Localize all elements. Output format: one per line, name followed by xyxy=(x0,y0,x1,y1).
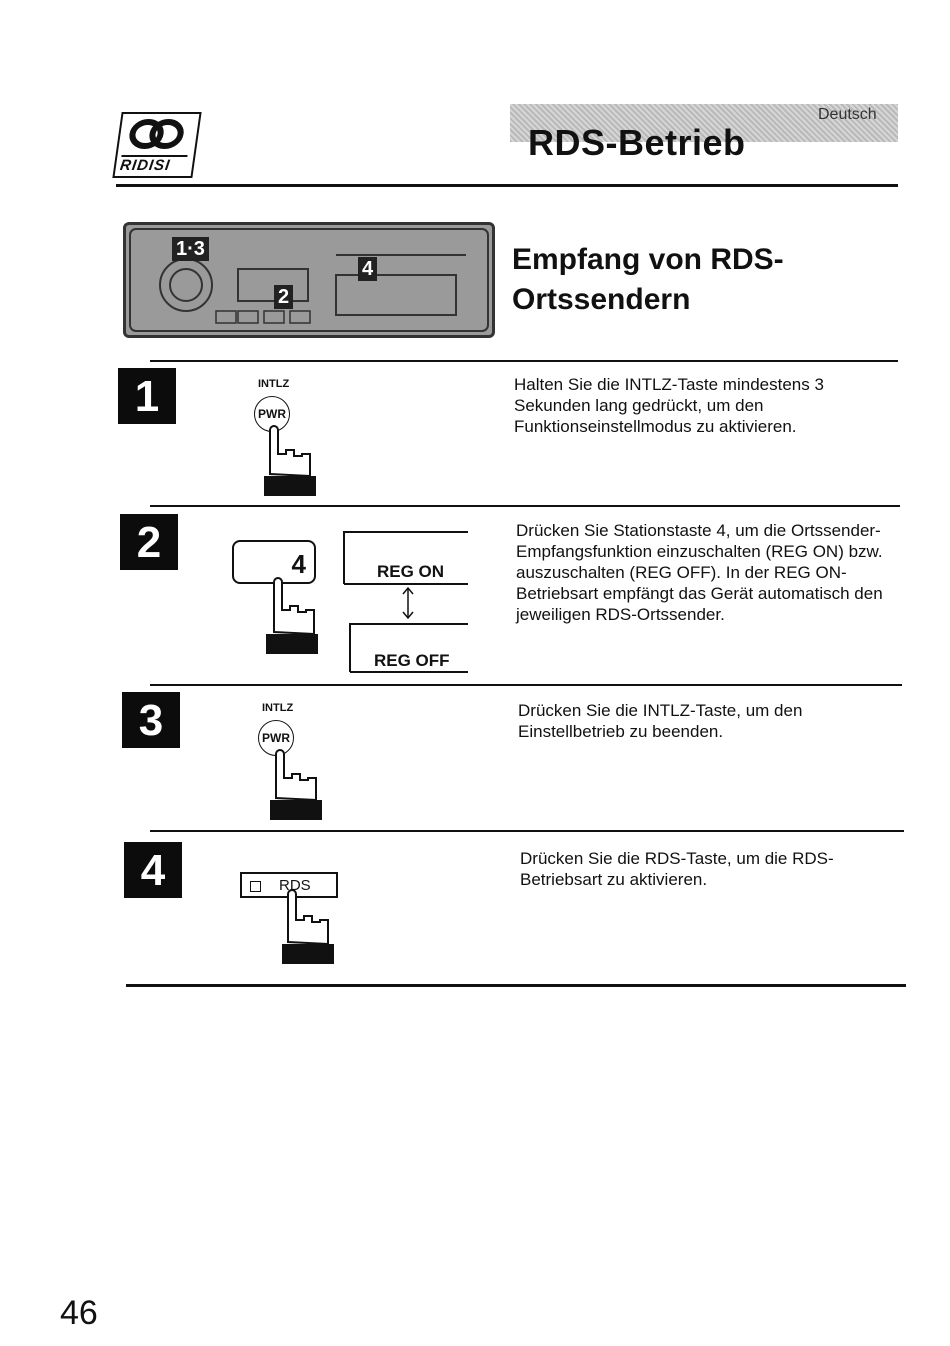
step3-text: Drücken Sie die INTLZ-Taste, um den Einstellbetrieb zu beenden. xyxy=(518,701,803,741)
step3-rule xyxy=(150,684,902,686)
intlz-label-3: INTLZ xyxy=(262,702,294,714)
rds-button-square-icon xyxy=(250,881,261,892)
language-label: Deutsch xyxy=(818,106,877,123)
header-rule xyxy=(116,184,898,187)
reg-on-label: REG ON xyxy=(377,562,445,581)
hand-press-icon-3 xyxy=(268,748,324,822)
rds-button-label: RDS xyxy=(279,877,311,894)
rds-logo-icon xyxy=(118,114,196,154)
callout-1-3: 1·3 xyxy=(172,237,209,261)
step-number-4: 4 xyxy=(124,842,182,898)
hand-press-icon-2 xyxy=(264,576,320,656)
reg-off-label: REG OFF xyxy=(374,651,450,670)
step4-rule xyxy=(150,830,904,832)
pwr-button-3: PWR xyxy=(258,720,294,756)
intlz-label-1: INTLZ xyxy=(258,378,290,390)
bottom-rule xyxy=(126,984,906,987)
section-title: Empfang von RDS-Ortssendern xyxy=(512,243,784,316)
step4-text: Drücken Sie die RDS-Taste, um die RDS-Betriebsart zu aktivieren. xyxy=(520,849,834,889)
preset-key-4: 4 xyxy=(232,540,316,584)
rds-logo xyxy=(112,112,201,178)
step2-rule xyxy=(150,505,900,507)
step1-text: Halten Sie die INTLZ-Taste mindestens 3 Sekunden lang gedrückt, um den Funktionseinstellmodus zu aktivieren. xyxy=(514,375,824,436)
logo-text: RIDISI xyxy=(119,155,188,174)
step1-rule xyxy=(150,360,898,362)
page-number: 46 xyxy=(60,1294,98,1332)
step2-text: Drücken Sie Stationstaste 4, um die Ortssender-Empfangsfunktion einzuschalten (REG ON) bzw. auszuschalten (REG OFF). In der REG ON-Betriebsart empfängt das Gerät automatisch den jeweiligen RDS-Ortssender. xyxy=(516,521,883,624)
pwr-button-1: PWR xyxy=(254,396,290,432)
step-number-3: 3 xyxy=(122,692,180,748)
step-number-1: 1 xyxy=(118,368,176,424)
hand-press-icon-4 xyxy=(280,888,336,966)
radio-illustration xyxy=(123,222,495,338)
page-title: RDS-Betrieb xyxy=(528,122,746,163)
callout-4: 4 xyxy=(358,257,377,281)
hand-press-icon-1 xyxy=(262,424,318,498)
callout-2: 2 xyxy=(274,285,293,309)
step-number-2: 2 xyxy=(120,514,178,570)
